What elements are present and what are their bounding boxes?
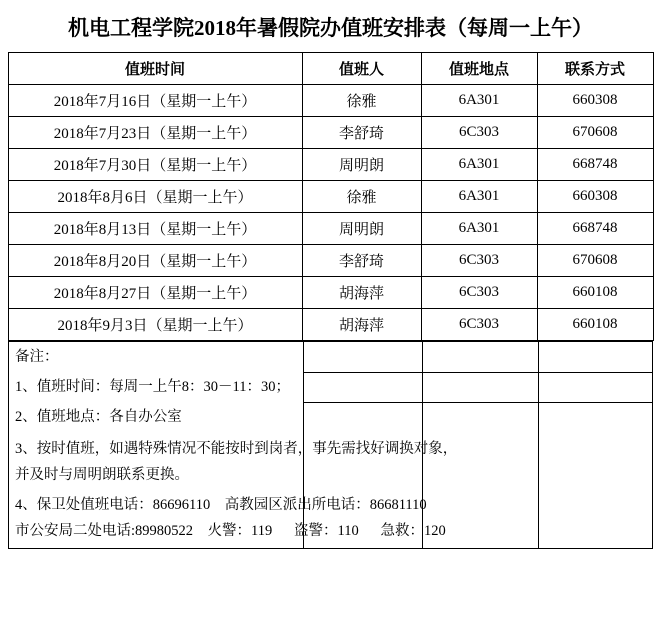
cell-time: 2018年8月27日（星期一上午） [8,277,302,309]
cell-person: 徐雅 [302,85,421,117]
table-row [8,181,653,213]
cell-place: 6C303 [421,309,537,341]
cell-place: 6A301 [421,85,537,117]
cell-contact: 668748 [537,149,653,181]
cell-contact: 670608 [537,117,653,149]
duty-schedule-table [8,52,654,341]
cell-person: 李舒琦 [302,245,421,277]
cell-time: 2018年7月30日（星期一上午） [8,149,302,181]
cell-contact: 660308 [537,85,653,117]
cell-contact: 660108 [537,277,653,309]
column-header-contact: 联系方式 [537,53,653,85]
column-header-time: 值班时间 [8,53,302,85]
cell-time: 2018年8月20日（星期一上午） [8,245,302,277]
table-header [8,53,653,85]
note-line-3b: 并及时与周明朗联系更换。 [15,467,189,483]
table-header-row [8,53,653,85]
table-row [8,85,653,117]
notes-content [9,342,652,548]
cell-contact: 660308 [537,181,653,213]
column-header-place: 值班地点 [421,53,537,85]
cell-person: 周明朗 [302,149,421,181]
table-row [8,149,653,181]
cell-place: 6C303 [421,277,537,309]
table-row [8,309,653,341]
note-line-3a: 3、按时值班，如遇特殊情况不能按时到岗者，事先需找好调换对象， [15,441,458,457]
cell-person: 徐雅 [302,181,421,213]
column-header-person: 值班人 [302,53,421,85]
note-line-2: 2、值班地点：各自办公室 [15,409,182,425]
cell-place: 6A301 [421,181,537,213]
cell-person: 李舒琦 [302,117,421,149]
cell-place: 6A301 [421,149,537,181]
note-line-4b: 市公安局二处电话:89980522 火警：119 盗警：110 急救：120 [15,523,446,539]
cell-time: 2018年8月6日（星期一上午） [8,181,302,213]
table-row [8,245,653,277]
grid-line-horizontal-1 [303,372,652,373]
cell-contact: 670608 [537,245,653,277]
cell-time: 2018年9月3日（星期一上午） [8,309,302,341]
grid-line-horizontal-2 [303,402,652,403]
cell-place: 6C303 [421,117,537,149]
notes-label: 备注： [15,349,59,365]
cell-time: 2018年8月13日（星期一上午） [8,213,302,245]
cell-person: 胡海萍 [302,277,421,309]
cell-contact: 668748 [537,213,653,245]
notes-section [8,341,653,549]
note-line-4a: 4、保卫处值班电话：86696110 高教园区派出所电话：86681110 [15,497,427,513]
cell-time: 2018年7月16日（星期一上午） [8,85,302,117]
page-title: 机电工程学院2018年暑假院办值班安排表（每周一上午） [68,16,593,40]
note-line-1: 1、值班时间：每周一上午8：30－11：30； [15,379,290,395]
table-row [8,277,653,309]
cell-person: 胡海萍 [302,309,421,341]
cell-person: 周明朗 [302,213,421,245]
cell-place: 6C303 [421,245,537,277]
cell-contact: 660108 [537,309,653,341]
table-row [8,213,653,245]
table-row [8,117,653,149]
cell-time: 2018年7月23日（星期一上午） [8,117,302,149]
cell-place: 6A301 [421,213,537,245]
table-body [8,85,653,341]
